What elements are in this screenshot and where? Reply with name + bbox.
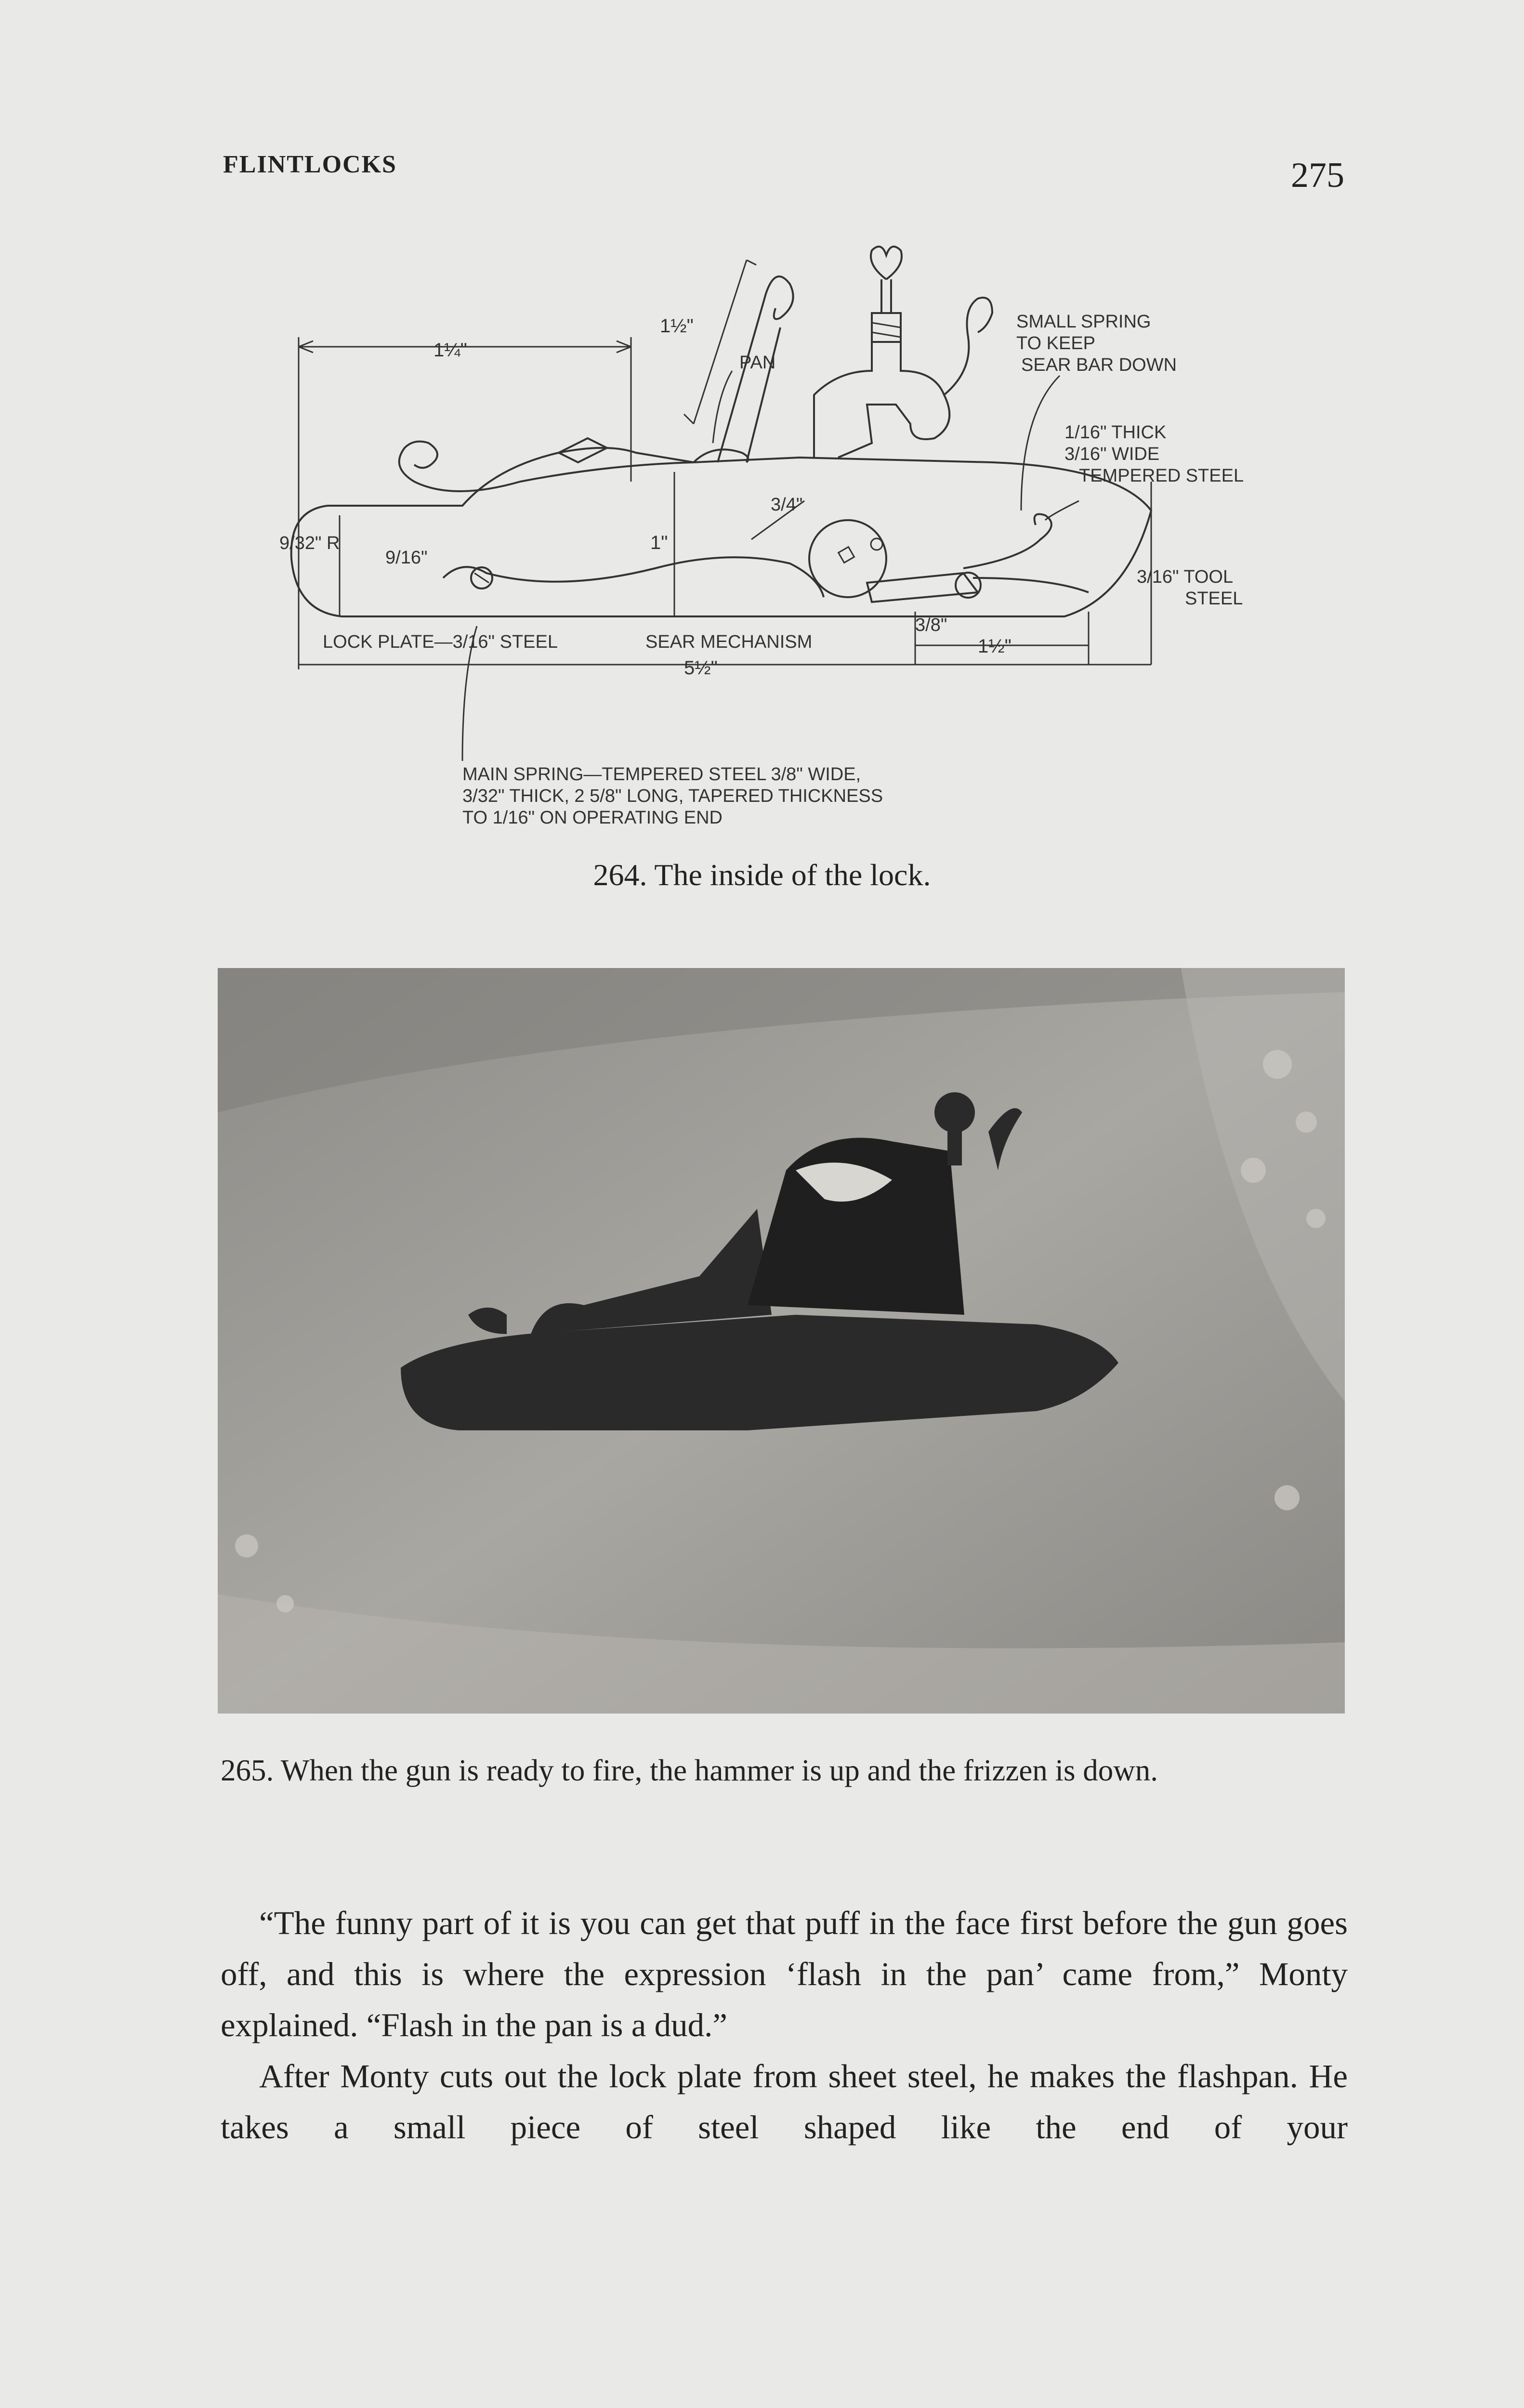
label-main-spring-2: 3/32" THICK, 2 5/8" LONG, TAPERED THICKNESS — [462, 786, 883, 806]
running-head: FLINTLOCKS — [223, 151, 397, 178]
label-radius: 9/32" R — [279, 533, 340, 553]
paragraph-2: After Monty cuts out the lock plate from sheet steel, he makes the flashpan. He takes a small piece of steel shaped like the end of your — [221, 2058, 1348, 2146]
body-text — [221, 1898, 1348, 2153]
label-1-half-bottom: 1½" — [978, 636, 1012, 657]
label-thick-2: 3/16" WIDE — [1064, 444, 1160, 464]
page-number: 275 — [1291, 156, 1344, 195]
label-1-half-top: 1½" — [660, 315, 694, 337]
label-3-4: 3/4" — [771, 495, 803, 515]
figure-265-caption: 265. When the gun is ready to fire, the hammer is up and the frizzen is down. — [221, 1754, 1158, 1787]
label-small-spring-2: TO KEEP — [1016, 333, 1096, 353]
paragraph-1: “The funny part of it is you can get that puff in the face first before the gun goes off, and this is where the expression ‘flash in the pan’ came from,” Monty explained. “Flash in the pan is a dud.” — [221, 1905, 1348, 2043]
label-3-8: 3/8" — [915, 615, 947, 635]
label-5-half: 5½" — [684, 657, 718, 679]
label-main-spring-3: TO 1/16" ON OPERATING END — [462, 808, 723, 828]
label-pan: PAN — [739, 353, 776, 373]
label-tool-steel-1: 3/16" TOOL — [1137, 567, 1234, 587]
tumbler — [809, 520, 886, 597]
lock-plate-outline — [291, 442, 1151, 616]
label-9-16: 9/16" — [385, 548, 428, 568]
hammer — [814, 342, 949, 458]
figure-264-caption: 264. The inside of the lock. — [593, 858, 931, 892]
label-thick-1: 1/16" THICK — [1064, 422, 1167, 443]
flintlock-photo — [218, 968, 1345, 1714]
small-spring — [963, 514, 1089, 593]
sear-bar — [867, 573, 978, 602]
lock-diagram — [270, 212, 1320, 838]
label-main-spring-1: MAIN SPRING—TEMPERED STEEL 3/8" WIDE, — [462, 764, 861, 785]
label-1-quarter: 1¼" — [434, 340, 467, 361]
label-lock-plate: LOCK PLATE—3/16" STEEL — [323, 632, 558, 652]
main-spring — [443, 557, 824, 597]
label-small-spring-3: SEAR BAR DOWN — [1021, 355, 1177, 375]
label-1-inch: 1" — [650, 532, 668, 553]
jaw-screw — [871, 247, 902, 313]
label-tool-steel-2: STEEL — [1185, 589, 1243, 609]
label-sear-mechanism: SEAR MECHANISM — [645, 632, 813, 652]
label-small-spring-1: SMALL SPRING — [1016, 312, 1151, 332]
label-thick-3: TEMPERED STEEL — [1079, 466, 1244, 486]
